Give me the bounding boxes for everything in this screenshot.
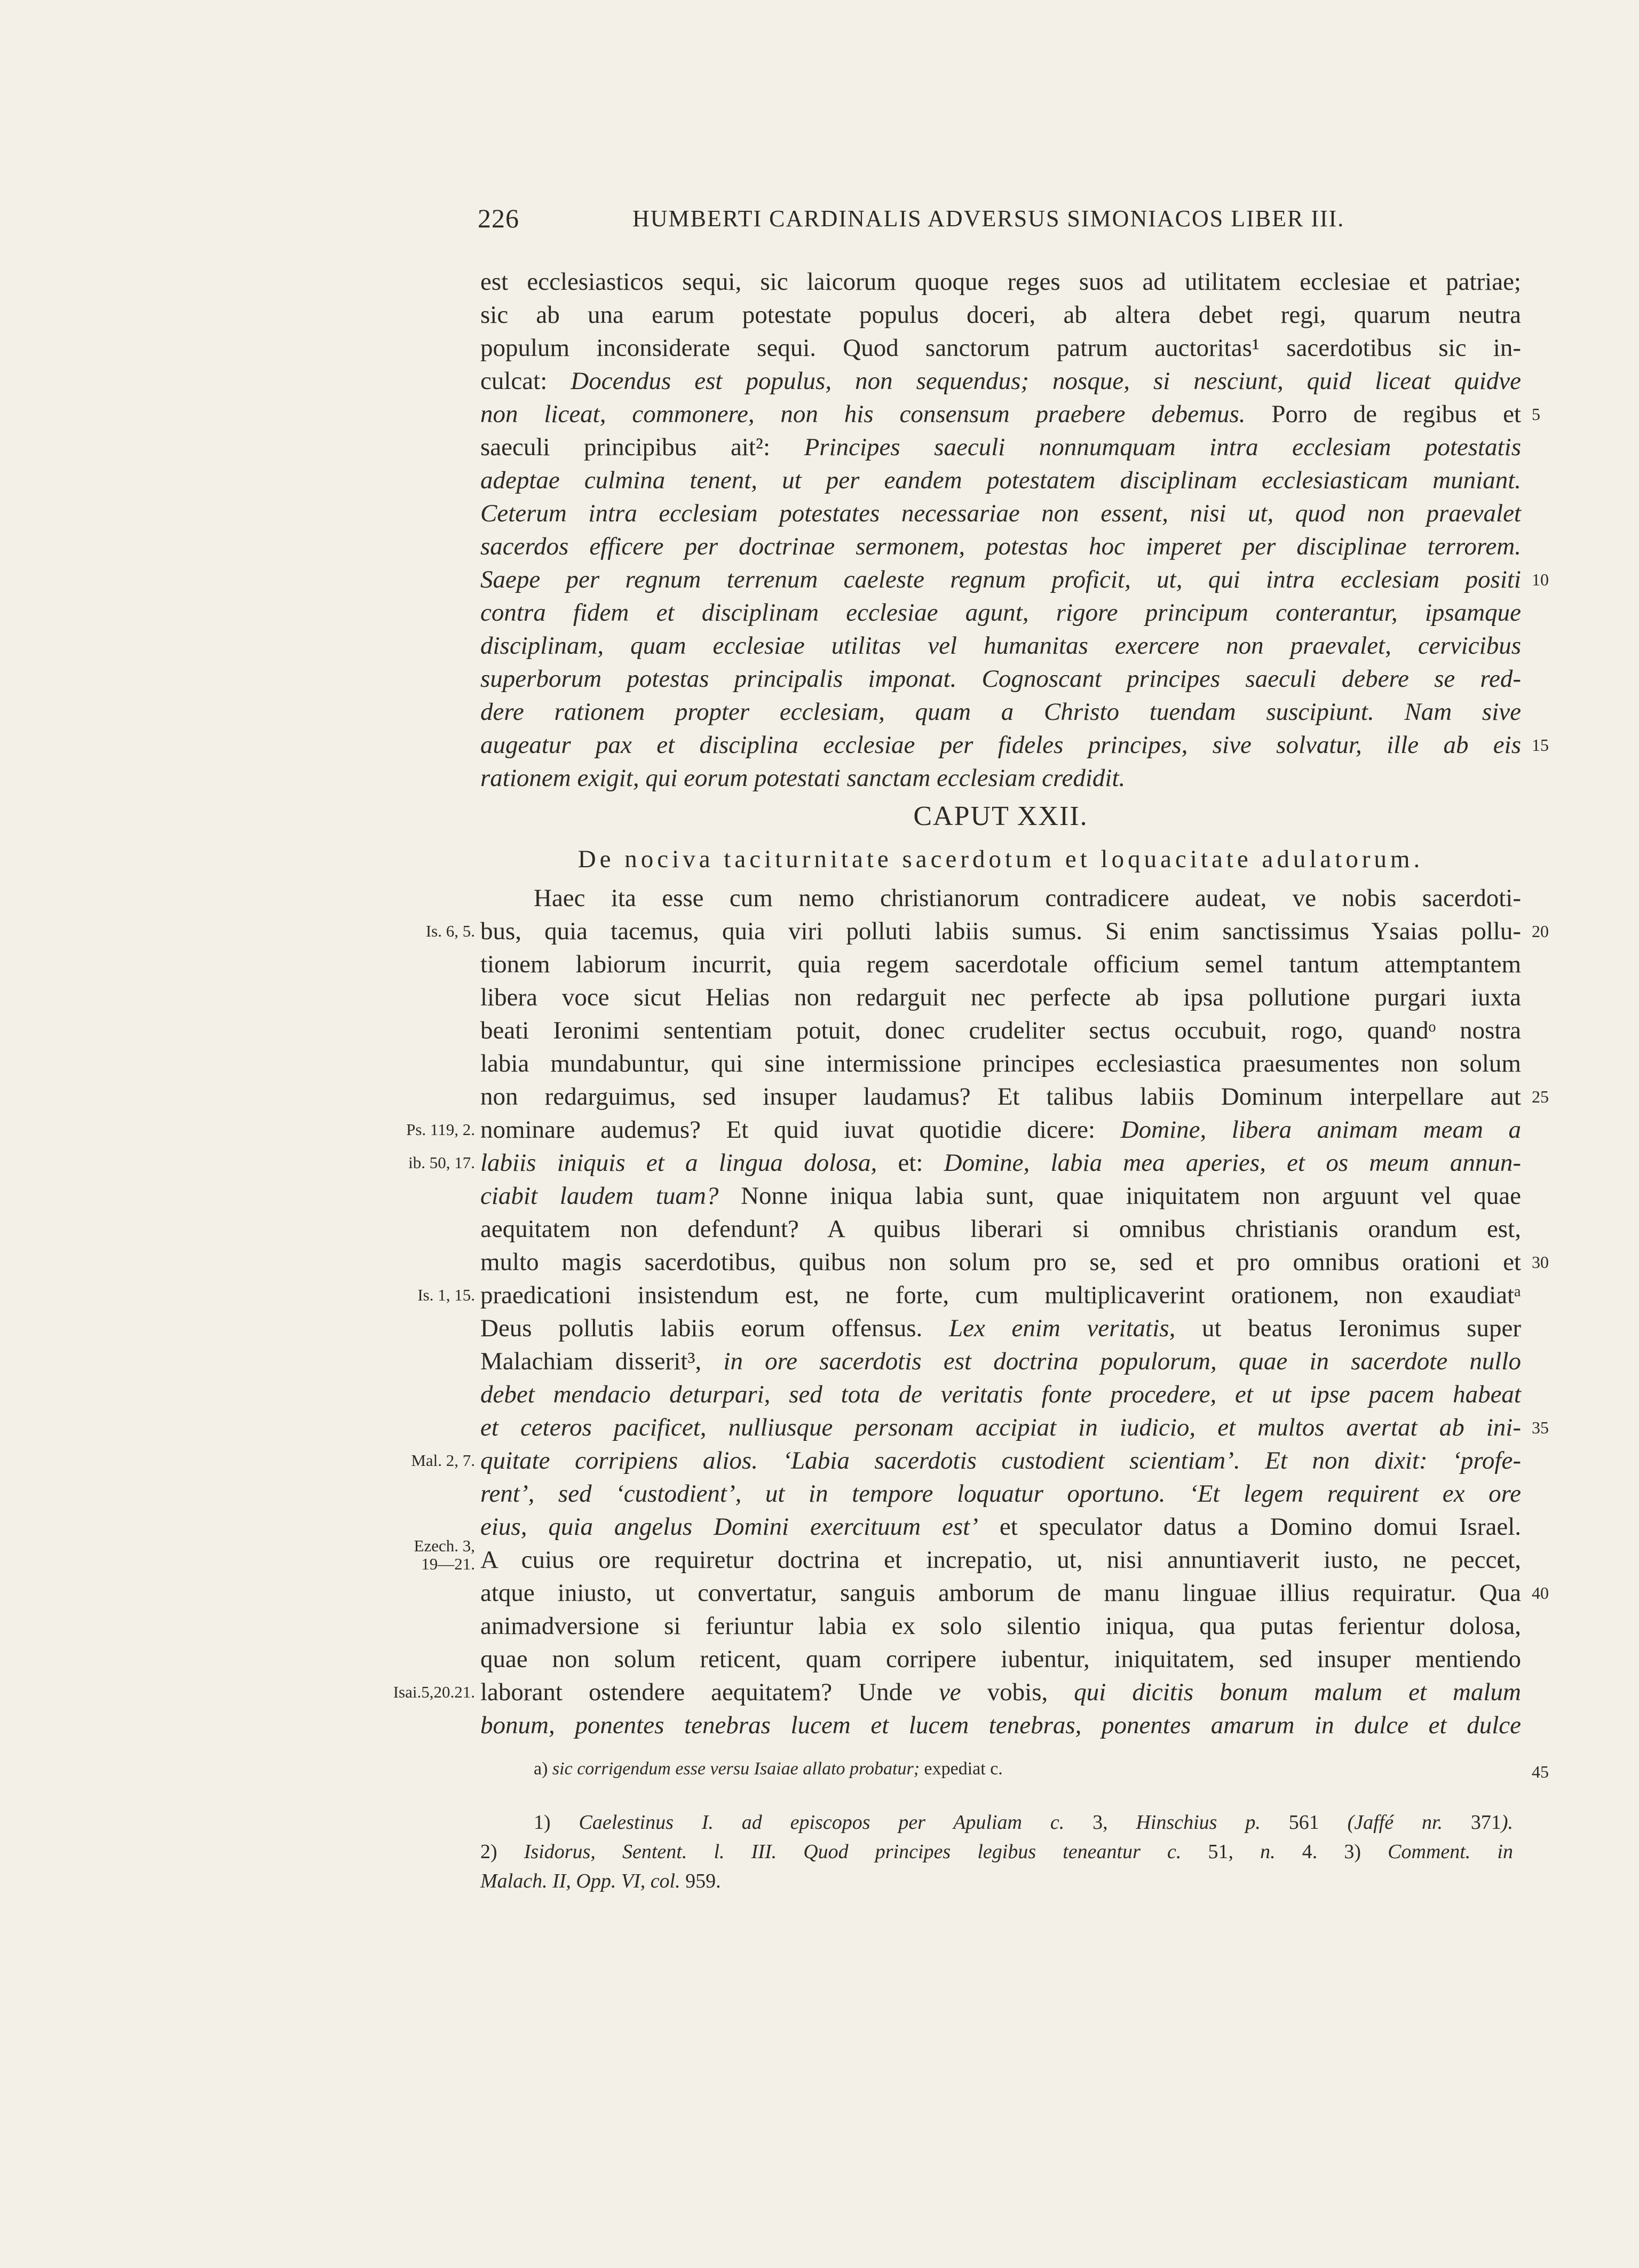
text-line: et ceteros pacificet, nulliusque personam accipiat in iudicio, et multos avertat ab ini- <box>480 1414 1521 1441</box>
text-span: saeculi principibus ait²: <box>480 433 804 461</box>
line-number: 20 <box>1532 922 1549 941</box>
text-line: populum inconsiderate sequi. Quod sanctorum patrum auctoritas¹ sacerdotibus sic in- <box>480 334 1521 362</box>
text-line <box>480 363 1521 399</box>
text-span: Malachiam disserit³, <box>480 1347 724 1375</box>
quotation: labiis iniquis et a lingua dolosa, <box>480 1149 877 1177</box>
text-line: augeatur pax et disciplina ecclesiae per fideles principes, sive solvatur, ille ab eis <box>480 731 1521 759</box>
note-text: 4. <box>1275 1841 1318 1863</box>
margin-reference: Mal. 2, 7. <box>411 1451 475 1470</box>
text-line: bus, quia tacemus, quia viri polluti labiis sumus. Si enim sanctissimus Ysaias pollu- <box>480 917 1521 945</box>
quotation: Docendus est populus, non sequendus; nosque, si nesciunt, quid liceat quidve <box>571 367 1521 395</box>
quotation: Principes saeculi nonnumquam intra ecclesiam potestatis <box>804 433 1522 461</box>
text-line: atque iniusto, ut convertatur, sanguis amborum de manu linguae illius requiratur. Qua <box>480 1579 1521 1607</box>
text-line: quitate corripiens alios. ‘Labia sacerdotis custodient scientiam’. Et non dixit: ‘profe- <box>480 1447 1521 1474</box>
text-line <box>480 1112 1521 1147</box>
margin-reference <box>368 1537 475 1580</box>
text-line: tionem labiorum incurrit, quia regem sacerdotale officium semel tantum attemptantem <box>480 950 1521 978</box>
text-span: Porro de regibus et <box>1245 400 1521 428</box>
line-number: 40 <box>1532 1583 1549 1603</box>
text-line: Saepe per regnum terrenum caeleste regnum proficit, ut, qui intra ecclesiam positi <box>480 566 1521 593</box>
text-line <box>480 1311 1521 1346</box>
text-line: dere rationem propter ecclesiam, quam a Christo tuendam suscipiunt. Nam sive <box>480 698 1521 726</box>
chapter-title: CAPUT XXII. <box>913 801 1088 831</box>
margin-reference: Is. 1, 15. <box>417 1286 475 1304</box>
text-line <box>480 396 1521 432</box>
text-line: aequitatem non defendunt? A quibus liberari si omnibus christianis orandum est, <box>480 1215 1521 1243</box>
quotation: Lex enim veritatis, <box>948 1314 1176 1342</box>
line-number: 10 <box>1532 570 1549 589</box>
note-text: Isidorus, Sentent. l. III. Quod principes legibus teneantur c. <box>524 1841 1182 1863</box>
critical-note <box>534 1756 1521 1782</box>
text-line: disciplinam, quam ecclesiae utilitas vel humanitas exercere non praevalet, cervicibus <box>480 632 1521 660</box>
margin-reference: Is. 6, 5. <box>425 922 475 940</box>
note-text: 51, <box>1181 1841 1261 1863</box>
quotation: ciabit laudem tuam? <box>480 1182 719 1210</box>
text-line: Haec ita esse cum nemo christianorum contradicere audeat, ve nobis sacerdoti- <box>534 884 1521 912</box>
margin-reference-line: Ezech. 3, <box>414 1536 475 1555</box>
note-text: 561 <box>1260 1811 1348 1834</box>
running-head <box>478 203 1374 245</box>
line-number: 45 <box>1532 1762 1549 1781</box>
text-line: superborum potestas principalis imponat. Cognoscant principes saeculi debere se red- <box>480 665 1521 693</box>
text-line: Ceterum intra ecclesiam potestates necessariae non essent, nisi ut, quod non praevalet <box>480 499 1521 527</box>
text-line: debet mendacio deturpari, sed tota de veritatis fonte procedere, et ut ipse pacem habeat <box>480 1381 1521 1408</box>
text-line <box>480 1145 1521 1180</box>
text-line: contra fidem et disciplinam ecclesiae agunt, rigore principum conterantur, ipsamque <box>480 599 1521 627</box>
margin-reference: Ps. 119, 2. <box>406 1120 475 1139</box>
line-number: 30 <box>1532 1252 1549 1272</box>
text-line: sic ab una earum potestate populus doceri, ab altera debet regi, quarum neutra <box>480 301 1521 329</box>
text-line: praedicationi insistendum est, ne forte, cum multiplicaverint orationem, non exaudiatᵃ <box>480 1281 1521 1309</box>
text-span: laborant ostendere aequitatem? Unde <box>480 1678 939 1706</box>
text-span: ut beatus Ieronimus super <box>1175 1314 1521 1342</box>
text-line <box>480 430 1521 465</box>
text-span: vobis, <box>961 1678 1074 1706</box>
text-span: Nonne iniqua labia sunt, quae iniquitatem non arguunt vel quae <box>718 1182 1521 1210</box>
text-span: Deus pollutis labiis eorum offensus. <box>480 1314 949 1342</box>
quotation: ve <box>938 1678 961 1706</box>
text-line: beati Ieronimi sententiam potuit, donec crudeliter sectus occubuit, rogo, quandᵒ nostra <box>480 1017 1521 1044</box>
text-line: rent’, sed ‘custodient’, ut in tempore loquatur oportuno. ‘Et legem requirent ex ore <box>480 1480 1521 1508</box>
chapter-subtitle: De nociva taciturnitate sacerdotum et loquacitate adulatorum. <box>577 845 1424 873</box>
note-marker: 1) <box>534 1811 579 1834</box>
text-line: A cuius ore requiretur doctrina et increpatio, ut, nisi annuntiaverit iusto, ne peccet, <box>480 1546 1521 1574</box>
text-line: non redarguimus, sed insuper laudamus? Et talibus labiis Dominum interpellare aut <box>480 1083 1521 1111</box>
note-text: 371 <box>1443 1811 1501 1834</box>
text-line <box>480 1675 1521 1710</box>
quotation: Domine, libera animam meam a <box>1120 1116 1521 1144</box>
footnote-line <box>480 1867 1513 1896</box>
text-line: animadversione si feriuntur labia ex solo silentio iniqua, qua putas ferientur dolosa, <box>480 1612 1521 1640</box>
text-line <box>480 1178 1521 1214</box>
note-text: sic corrigendum esse versu Isaiae allato probatur; <box>552 1759 920 1779</box>
note-text: (Jaffé nr. <box>1347 1811 1443 1834</box>
text-line: libera voce sicut Helias non redarguit nec perfecte ab ipsa pollutione purgari iuxta <box>480 984 1521 1011</box>
text-span: culcat: <box>480 367 571 395</box>
footnote-line <box>480 1837 1513 1867</box>
note-text: 959. <box>680 1870 721 1892</box>
footnote-line <box>534 1808 1513 1837</box>
text-line: adeptae culmina tenent, ut per eandem potestatem disciplinam ecclesiasticam muniant. <box>480 466 1521 494</box>
note-text: expediat c. <box>920 1759 1003 1779</box>
margin-reference: ib. 50, 17. <box>408 1153 475 1172</box>
note-text: Comment. in <box>1388 1841 1513 1863</box>
text-line <box>480 1344 1521 1379</box>
note-text: ). <box>1501 1811 1514 1834</box>
text-line: est ecclesiasticos sequi, sic laicorum quoque reges suos ad utilitatem ecclesiae et patriae; <box>480 268 1521 296</box>
text-span: et: <box>877 1149 944 1177</box>
quotation: non liceat, commonere, non his consensum praebere debemus. <box>480 400 1246 428</box>
text-line <box>480 1509 1521 1544</box>
line-number: 5 <box>1532 405 1540 424</box>
quotation: in ore sacerdotis est doctrina populorum, quae in sacerdote nullo <box>723 1347 1521 1375</box>
quotation: eius, quia angelus Domini exercituum est’ <box>480 1513 978 1541</box>
note-text: n. <box>1260 1841 1276 1863</box>
line-number: 25 <box>1532 1087 1549 1106</box>
note-marker: 2) <box>480 1841 524 1863</box>
line-number: 15 <box>1532 735 1549 755</box>
page-number: 226 <box>478 203 519 233</box>
text-line: multo magis sacerdotibus, quibus non solum pro se, sed et pro omnibus orationi et <box>480 1248 1521 1276</box>
text-line: bonum, ponentes tenebras lucem et lucem tenebras, ponentes amarum in dulce et dulce <box>480 1711 1521 1739</box>
margin-reference-line: 19—21. <box>421 1555 475 1573</box>
note-text: Caelestinus I. ad episcopos per Apuliam c. <box>579 1811 1065 1834</box>
note-marker: a) <box>534 1759 552 1779</box>
text-line: sacerdos efficere per doctrinae sermonem, potestas hoc imperet per disciplinae terrorem. <box>480 533 1521 560</box>
note-marker: 3) <box>1317 1841 1388 1863</box>
quotation: Domine, labia mea aperies, et os meum annun- <box>944 1149 1521 1177</box>
margin-reference: Isai.5,20.21. <box>393 1683 475 1701</box>
note-text: 3, <box>1064 1811 1136 1834</box>
text-line: labia mundabuntur, qui sine intermissione principes ecclesiastica praesumentes non solum <box>480 1050 1521 1077</box>
text-line: rationem exigit, qui eorum potestati sanctam ecclesiam credidit. <box>480 764 1126 792</box>
note-text: Malach. II, Opp. VI, col. <box>480 1870 680 1892</box>
line-number: 35 <box>1532 1418 1549 1437</box>
running-title: HUMBERTI CARDINALIS ADVERSUS SIMONIACOS LIBER III. <box>632 205 1345 232</box>
note-text: Hinschius p. <box>1136 1811 1261 1834</box>
text-line: quae non solum reticent, quam corripere iubentur, iniquitatem, sed insuper mentiendo <box>480 1645 1521 1673</box>
text-span: nominare audemus? Et quid iuvat quotidie dicere: <box>480 1116 1121 1144</box>
text-span: et speculator datus a Domino domui Israel. <box>978 1513 1521 1541</box>
quotation: qui dicitis bonum malum et malum <box>1074 1678 1521 1706</box>
